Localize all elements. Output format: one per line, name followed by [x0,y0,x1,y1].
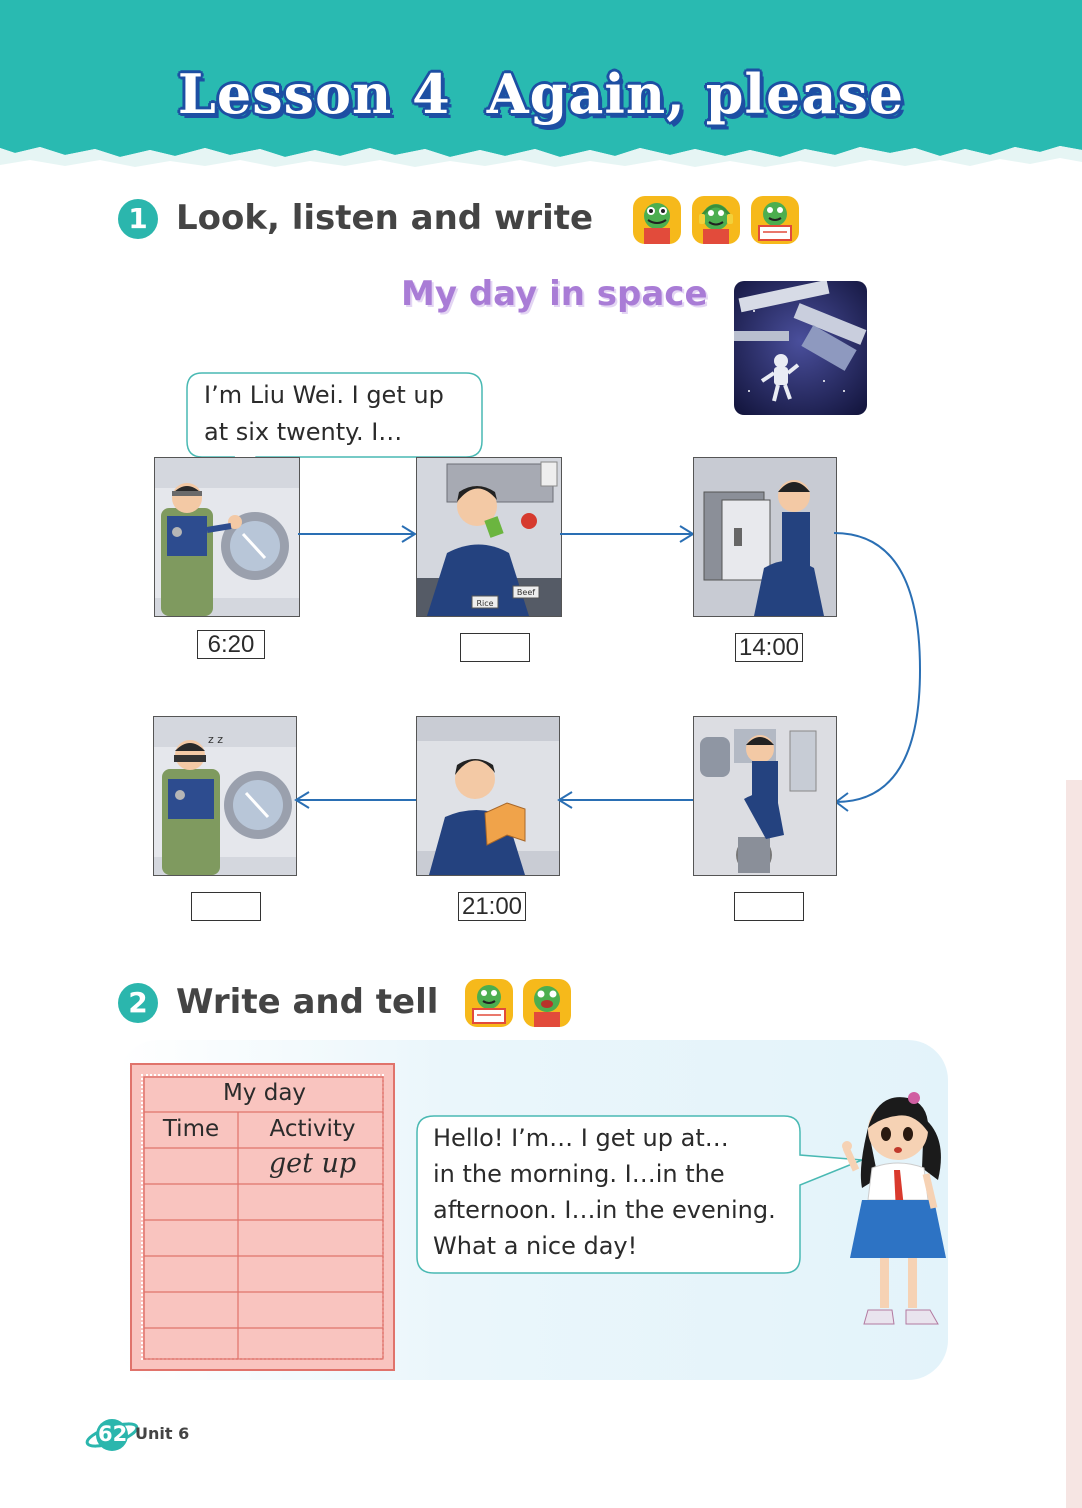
frog-listen-icon [633,196,681,244]
section-2-title: Write and tell [176,982,439,1022]
arrow-right-icon [298,524,418,544]
food-label-beef: Beef [516,588,536,597]
lesson-number: Lesson 4 [177,62,451,126]
speech-bubble [433,1120,776,1264]
story-bubble [204,377,444,451]
story-subtitle: My day in space [401,274,708,314]
table-title: My day [222,1080,307,1106]
lesson-name: Again, please [486,62,905,126]
frog-speak-icon [523,979,571,1027]
story-panel-eat [416,457,562,617]
frog-headphones-icon [692,196,740,244]
table-header-time: Time [162,1116,220,1142]
story-panel-work [693,457,837,617]
svg-text:z z: z z [208,733,224,746]
time-label-4 [734,892,804,921]
table-header-activity: Activity [269,1116,356,1142]
speech-line-2: in the morning. I…in the [433,1160,725,1188]
page-edge-strip [1066,780,1082,1508]
speech-line-1: Hello! I’m… I get up at… [433,1124,729,1152]
time-label-3: 14:00 [735,633,803,662]
section-1-number: 1 [118,199,158,239]
my-day-table [130,1063,395,1371]
girl-illustration [838,1088,950,1336]
arrow-left-icon [293,790,417,810]
story-panel-exercise [693,716,837,876]
story-panel-get-up [154,457,300,617]
arrow-curve-icon [834,530,926,812]
arrow-right-icon [560,524,696,544]
time-label-5: 21:00 [458,892,526,921]
section-1-title: Look, listen and write [176,198,594,238]
story-panel-read [416,716,560,876]
time-label-2 [460,633,530,662]
story-bubble-line-1: I’m Liu Wei. I get up [204,381,444,409]
speech-line-3: afternoon. I…in the evening. [433,1196,776,1224]
time-label-6 [191,892,261,921]
arrow-left-icon [556,790,694,810]
time-label-1: 6:20 [197,630,265,659]
space-station-image [734,281,867,415]
story-bubble-line-2: at six twenty. I… [204,418,403,446]
unit-label: Unit 6 [135,1424,190,1443]
lesson-title [0,62,1082,126]
page-number: 62 [98,1422,128,1446]
story-panel-sleep [153,716,297,876]
table-example-activity: get up [268,1148,357,1179]
frog-write-icon [751,196,799,244]
food-label-rice: Rice [476,599,494,608]
section-2-number: 2 [118,983,158,1023]
speech-line-4: What a nice day! [433,1232,638,1260]
frog-write-icon [465,979,513,1027]
